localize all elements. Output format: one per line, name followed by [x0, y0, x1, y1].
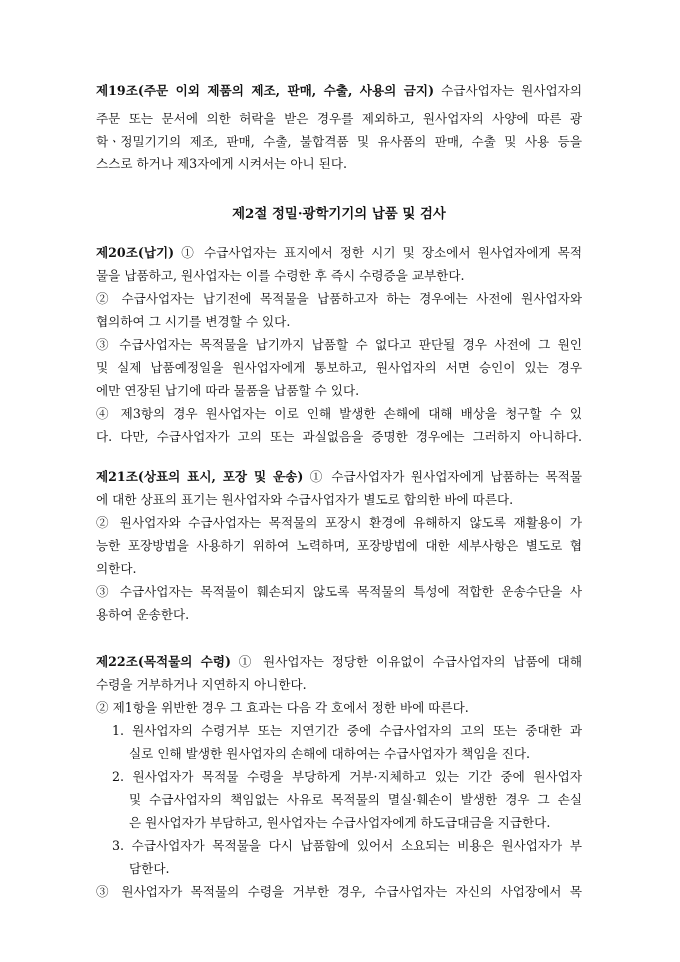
article-20-line-7: 에만 연장된 납기에 따라 물품을 납품할 수 있다. — [96, 383, 360, 398]
list-item-2-line-3: 은 원사업자가 부담하고, 원사업자는 수급사업자에게 하도급대금을 지급한다. — [129, 815, 551, 830]
article-21-line-5: 의한다. — [96, 561, 137, 576]
section-title: 제2절 정밀·광학기기의 납품 및 검사 — [232, 206, 446, 222]
article-21-line-3: ② 원사업자와 수급사업자는 목적물의 포장시 환경에 유해하지 않도록 재활용이 가 — [96, 515, 582, 530]
article-21-line-4: 능한 포장방법을 사용하기 위하여 노력하며, 포장방법에 대한 세부사항은 별도로 협 — [96, 538, 582, 553]
article-20-line-9: 다. 다만, 수급사업자가 고의 또는 과실없음을 증명한 경우에는 그러하지 아니하다. — [96, 429, 582, 444]
article-20-title: 제20조(납기) — [96, 245, 175, 260]
article-22-line-last: ③ 원사업자가 목적물의 수령을 거부한 경우, 수급사업자는 자신의 사업장에서 목 — [96, 884, 582, 899]
article-19-line-1: 제19조(주문 이외 제품의 제조, 판매, 수출, 사용의 금지) 수급사업자는 원사업자의 — [96, 83, 582, 98]
article-21-line-2: 에 대한 상표의 표기는 원사업자와 수급사업자가 별도로 합의한 바에 따른다. — [96, 492, 514, 507]
article-19-title: 제19조(주문 이외 제품의 제조, 판매, 수출, 사용의 금지) — [96, 83, 435, 98]
article-22-title: 제22조(목적물의 수령) — [96, 654, 231, 669]
article-20-line-2: 물을 납품하고, 원사업자는 이를 수령한 후 즉시 수령증을 교부한다. — [96, 268, 465, 283]
list-item-3-line-2: 담한다. — [129, 861, 170, 876]
article-20-line-1: 제20조(납기) ① 수급사업자는 표지에서 정한 시기 및 장소에서 원사업자에게 목적 — [96, 245, 582, 260]
article-22-line-1: 제22조(목적물의 수령) ① 원사업자는 정당한 이유없이 수급사업자의 납품에 대해 — [96, 654, 582, 669]
article-21-line-7: 용하여 운송한다. — [96, 607, 190, 622]
list-item-3-line-1: 3. 수급사업자가 목적물을 다시 납품함에 있어서 소요되는 비용은 원사업자가 부 — [112, 838, 582, 853]
article-21-line-6: ③ 수급사업자는 목적물이 훼손되지 않도록 목적물의 특성에 적합한 운송수단을 사 — [96, 584, 582, 599]
article-19-line-3: 학ㆍ정밀기기의 제조, 판매, 수출, 불합격품 및 유사품의 판매, 수출 및 사용 등을 — [96, 134, 582, 149]
list-item-2-line-1: 2. 원사업자가 목적물 수령을 부당하게 거부·지체하고 있는 기간 중에 원사업자 — [112, 769, 582, 784]
article-22-line-3: ② 제1항을 위반한 경우 그 효과는 다음 각 호에서 정한 바에 따른다. — [96, 700, 469, 715]
article-20-line-8: ④ 제3항의 경우 원사업자는 이로 인해 발생한 손해에 대해 배상을 청구할 수 있 — [96, 406, 582, 421]
article-21-title: 제21조(상표의 표시, 포장 및 운송) — [96, 469, 304, 484]
article-20-line-5: ③ 수급사업자는 목적물을 납기까지 납품할 수 없다고 판단될 경우 사전에 그 원인 — [96, 337, 582, 352]
article-21-line-1: 제21조(상표의 표시, 포장 및 운송) ① 수급사업자가 원사업자에게 납품하는 목적물 — [96, 469, 582, 484]
list-item-1-line-1: 1. 원사업자의 수령거부 또는 지연기간 중에 수급사업자의 고의 또는 중대한 과 — [112, 723, 582, 738]
list-item-2-line-2: 및 수급사업자의 책임없는 사유로 목적물의 멸실·훼손이 발생한 경우 그 손실 — [129, 792, 582, 807]
article-19-line-4: 스스로 하거나 제3자에게 시켜서는 아니 된다. — [96, 156, 348, 171]
article-20-line-3: ② 수급사업자는 납기전에 목적물을 납품하고자 하는 경우에는 사전에 원사업자와 — [96, 291, 582, 306]
article-20-line-4: 협의하여 그 시기를 변경할 수 있다. — [96, 314, 291, 329]
article-20-line-6: 및 실제 납품예정일을 원사업자에게 통보하고, 원사업자의 서면 승인이 있는 경우 — [96, 360, 582, 375]
article-19-line-2: 주문 또는 문서에 의한 허락을 받은 경우를 제외하고, 원사업자의 사양에 따른 광 — [96, 111, 582, 126]
article-22-line-2: 수령을 거부하거나 지연하지 아니한다. — [96, 677, 307, 692]
list-item-1-line-2: 실로 인해 발생한 원사업자의 손해에 대하여는 수급사업자가 책임을 진다. — [129, 746, 530, 761]
